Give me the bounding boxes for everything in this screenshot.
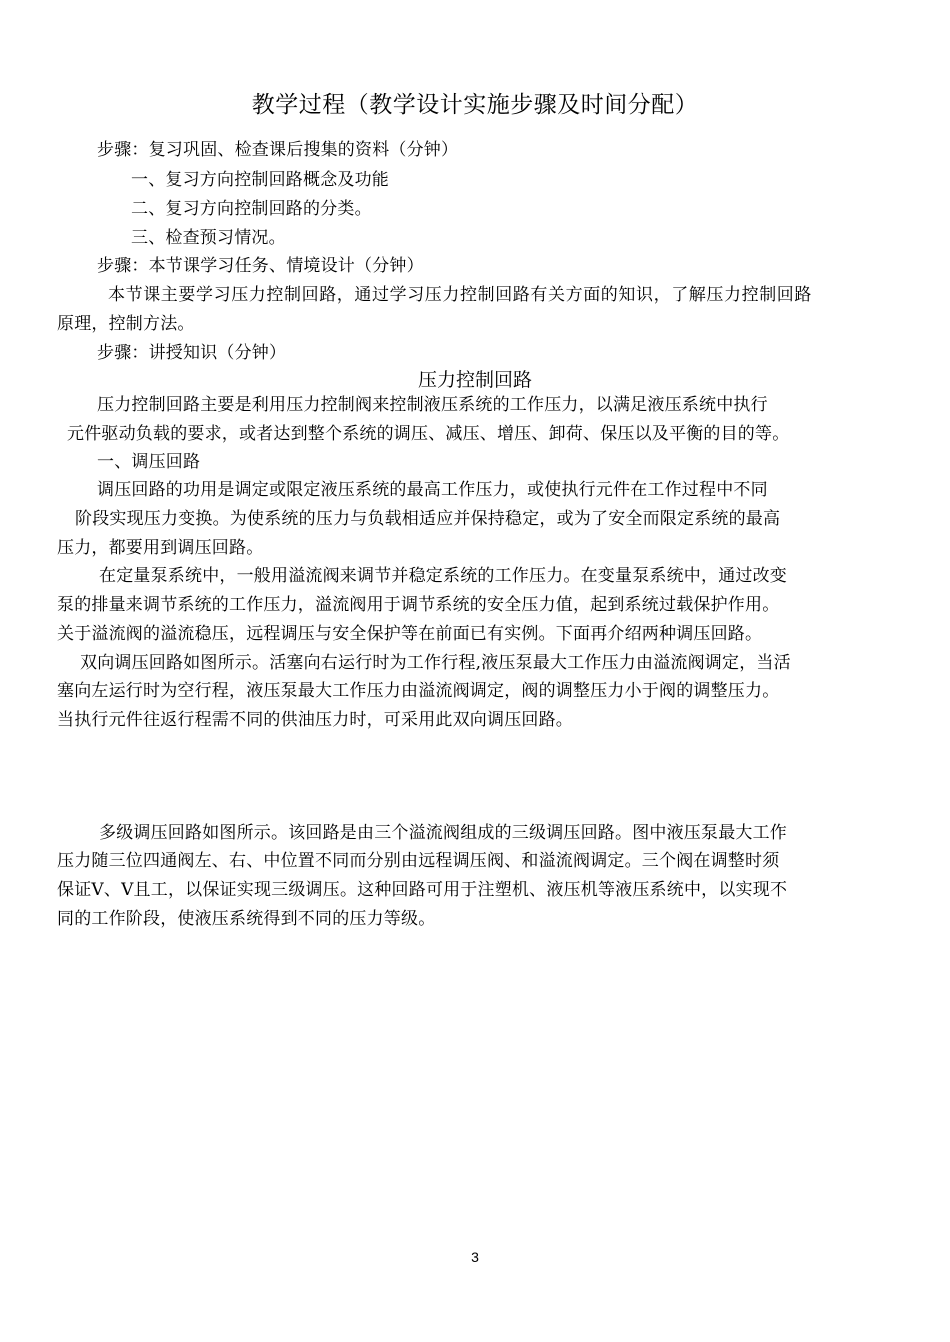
intro-line: 元件驱动负载的要求，或者达到整个系统的调压、减压、增压、卸荷、保压以及平衡的目的等。 xyxy=(67,424,790,444)
section-title: 压力控制回路 xyxy=(417,369,532,391)
paragraph-line: 多级调压回路如图所示。该回路是由三个溢流阀组成的三级调压回路。图中液压泵最大工作 xyxy=(99,823,787,843)
paragraph-line: 压力随三位四通阀左、右、中位置不同而分别由远程调压阀、和溢流阀调定。三个阀在调整时须 xyxy=(57,851,780,871)
page-number: 3 xyxy=(471,1249,479,1265)
paragraph-line: 阶段实现压力变换。为使系统的压力与负载相适应并保持稳定，或为了安全而限定系统的最高 xyxy=(75,509,781,529)
paragraph-line: 在定量泵系统中，一般用溢流阀来调节并稳定系统的工作压力。在变量泵系统中，通过改变 xyxy=(99,566,787,586)
paragraph-line: 调压回路的功用是调定或限定液压系统的最高工作压力，或使执行元件在工作过程中不同 xyxy=(97,480,768,500)
paragraph-line: 压力，都要用到调压回路。 xyxy=(57,538,264,558)
paragraph-line: 当执行元件往返行程需不同的供油压力时，可采用此双向调压回路。 xyxy=(57,710,573,730)
sub-heading: 一、调压回路 xyxy=(97,452,201,472)
step2-text-line: 本节课主要学习压力控制回路，通过学习压力控制回路有关方面的知识，了解压力控制回路 xyxy=(108,285,812,305)
intro-line: 压力控制回路主要是利用压力控制阀来控制液压系统的工作压力，以满足液压系统中执行 xyxy=(97,395,768,415)
step1-item: 三、检查预习情况。 xyxy=(131,228,286,248)
step2-text-line: 原理，控制方法。 xyxy=(57,314,195,334)
step1-item: 一、复习方向控制回路概念及功能 xyxy=(131,170,389,190)
paragraph-line: 泵的排量来调节系统的工作压力，溢流阀用于调节系统的安全压力值，起到系统过载保护作用。 xyxy=(57,595,780,615)
paragraph-line: 同的工作阶段，使液压系统得到不同的压力等级。 xyxy=(57,909,436,929)
paragraph-line: 塞向左运行时为空行程，液压泵最大工作压力由溢流阀调定，阀的调整压力小于阀的调整压力。 xyxy=(57,681,780,701)
step1-item: 二、复习方向控制回路的分类。 xyxy=(131,199,372,219)
step3-heading: 步骤：讲授知识（分钟） xyxy=(97,343,287,363)
paragraph-line: 双向调压回路如图所示。活塞向右运行时为工作行程,液压泵最大工作压力由溢流阀调定，当活 xyxy=(80,653,791,673)
paragraph-line: 关于溢流阀的溢流稳压，远程调压与安全保护等在前面已有实例。下面再介绍两种调压回路。 xyxy=(57,624,763,644)
step1-heading: 步骤：复习巩固、检查课后搜集的资料（分钟） xyxy=(97,140,459,160)
step2-heading: 步骤：本节课学习任务、情境设计（分钟） xyxy=(97,256,424,276)
page-title: 教学过程（教学设计实施步骤及时间分配） xyxy=(251,92,699,118)
paragraph-line: 保证Ⅴ、Ⅴ且工，以保证实现三级调压。这种回路可用于注塑机、液压机等液压系统中，以实现不 xyxy=(57,880,788,900)
